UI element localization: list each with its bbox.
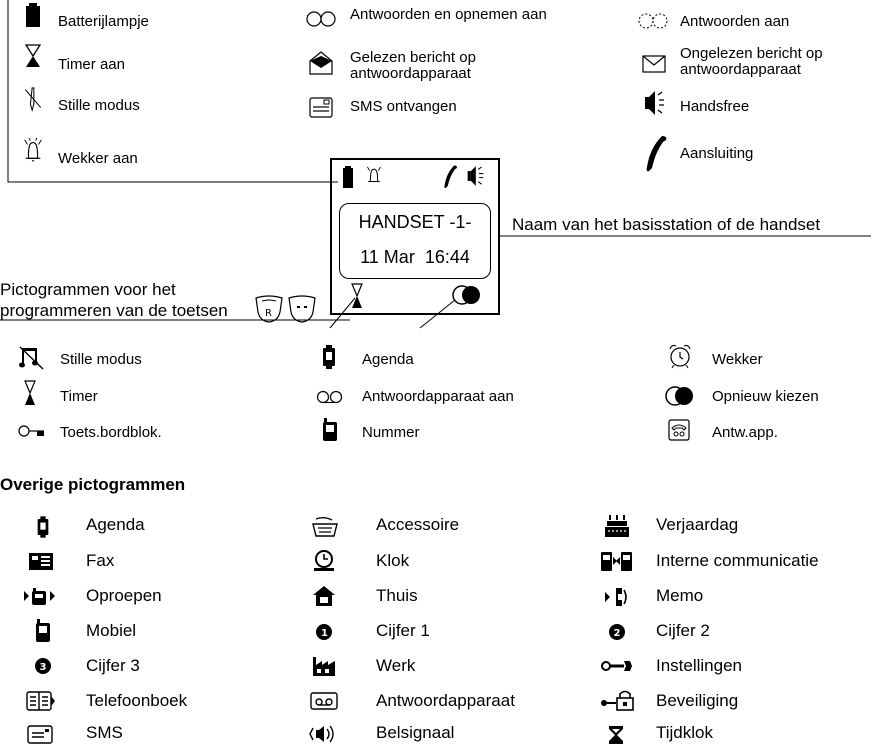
bell-alarm-icon — [22, 138, 44, 162]
accessory-icon — [310, 516, 340, 538]
battery-icon — [22, 3, 44, 27]
digit-3-icon — [33, 656, 53, 676]
legend-unread-message: Ongelezen bericht op antwoordapparaat — [680, 45, 823, 78]
other-col3-item: Tijdklok — [656, 723, 713, 742]
svg-text:R: R — [265, 308, 272, 319]
read-message-icon — [308, 50, 334, 76]
answering-app-icon — [668, 419, 690, 441]
legend-handsfree: Handsfree — [680, 98, 750, 115]
key-r-icon — [254, 294, 284, 324]
legend-sms-received: SMS ontvangen — [350, 98, 457, 115]
other-col1-item: Telefoonboek — [86, 691, 188, 710]
other-col3-item: Interne communicatie — [656, 551, 819, 570]
settings-tools-icon — [600, 657, 634, 675]
legend-answer-record: Antwoorden en opnemen aan — [350, 6, 547, 23]
other-col3-item: Beveiliging — [656, 691, 739, 710]
display-date: 11 Mar — [360, 247, 415, 267]
display-time: 16:44 — [424, 247, 470, 267]
security-lock-icon — [600, 689, 634, 711]
calls-icon — [22, 586, 62, 606]
fax-icon — [28, 551, 54, 571]
mid-alarm: Wekker — [712, 351, 763, 368]
work-factory-icon — [311, 655, 337, 677]
callout-prog-line1: Pictogrammen voor het — [0, 280, 176, 299]
callout-base-name: Naam van het basisstation of de handset — [512, 215, 821, 234]
legend-silent-mode: Stille modus — [58, 97, 140, 114]
answering-on-icon — [316, 390, 346, 404]
hourglass-icon — [22, 44, 44, 68]
memo-icon — [604, 586, 630, 608]
callout-prog-line2: programmeren van de toetsen — [0, 301, 228, 320]
other-col2-item: Cijfer 1 — [376, 621, 430, 640]
silent-mode-icon — [22, 87, 44, 111]
other-col2-item: Antwoordapparaat — [376, 691, 515, 710]
display-phone-icon — [444, 164, 458, 190]
mid-answering-app: Antw.app. — [712, 424, 778, 441]
legend-battery: Batterijlampje — [58, 13, 149, 30]
display-timer-icon — [351, 283, 363, 309]
other-col2-item: Klok — [376, 551, 410, 570]
intercom-icon — [600, 550, 634, 572]
key-dash-icon — [287, 294, 317, 324]
display-battery-icon — [342, 166, 354, 188]
other-col3-item: Verjaardag — [656, 515, 739, 534]
silent-note-icon — [18, 345, 44, 371]
answer-record-icon — [306, 10, 336, 28]
legend-timer-on: Timer aan — [58, 56, 125, 73]
mid-keylock: Toets.bordblok. — [60, 424, 162, 441]
display-redial-icon — [452, 285, 482, 305]
handsfree-icon — [643, 89, 665, 117]
mid-number: Nummer — [362, 424, 420, 441]
handset-display — [330, 158, 500, 315]
other-col1-item: Oproepen — [86, 586, 162, 605]
display-handsfree-icon — [466, 164, 484, 188]
legend-connection: Aansluiting — [680, 145, 754, 162]
other-col1-item: SMS — [86, 723, 123, 742]
other-col2-item: Belsignaal — [376, 723, 455, 742]
legend-alarm-on: Wekker aan — [58, 150, 138, 167]
mobile-icon — [35, 619, 51, 643]
other-col3-item: Cijfer 2 — [656, 621, 710, 640]
display-alarm-icon — [366, 164, 382, 186]
hourglass-timer-icon — [607, 725, 625, 745]
display-text-area — [339, 203, 491, 279]
mid-agenda: Agenda — [362, 351, 414, 368]
timer-icon — [22, 380, 38, 406]
svg-text:3: 3 — [39, 662, 47, 673]
redial-icon — [664, 386, 696, 406]
alarm-clock-icon — [668, 343, 692, 369]
phonebook-icon — [26, 691, 56, 711]
mid-redial: Opnieuw kiezen — [712, 388, 819, 405]
agenda-icon-small — [35, 515, 51, 539]
other-col2-item: Thuis — [376, 586, 418, 605]
other-col2-item: Accessoire — [376, 515, 460, 534]
other-col1-item: Cijfer 3 — [86, 656, 140, 675]
svg-text:1: 1 — [321, 628, 328, 639]
digit-1-icon — [314, 622, 334, 642]
display-line1: HANDSET -1- — [358, 212, 472, 232]
key-lock-icon — [18, 423, 46, 439]
home-icon — [312, 585, 336, 607]
display-date-time — [340, 247, 490, 268]
mid-silent-mode: Stille modus — [60, 351, 142, 368]
mid-timer: Timer — [60, 388, 98, 405]
other-col3-item: Memo — [656, 586, 704, 605]
other-col1-item: Fax — [86, 551, 115, 570]
answer-on-icon — [638, 12, 668, 30]
answering-machine-icon — [310, 691, 338, 711]
unread-message-icon — [642, 54, 666, 74]
sms-icon — [27, 725, 53, 745]
other-col1-item: Mobiel — [86, 621, 137, 640]
sms-envelope-icon — [309, 96, 333, 118]
clock-icon — [312, 550, 336, 572]
svg-text:2: 2 — [613, 628, 621, 639]
section-title-other-icons: Overige pictogrammen — [0, 475, 186, 494]
birthday-cake-icon — [604, 514, 630, 538]
legend-answer-on: Antwoorden aan — [680, 13, 790, 30]
other-col2-item: Werk — [376, 656, 416, 675]
other-col1-item: Agenda — [86, 515, 145, 534]
mid-answering-on: Antwoordapparaat aan — [362, 388, 514, 405]
digit-2-icon — [607, 622, 627, 642]
legend-read-message: Gelezen bericht op antwoordapparaat — [350, 49, 476, 82]
agenda-icon — [320, 345, 338, 369]
other-col3-item: Instellingen — [656, 656, 743, 675]
mobile-number-icon — [322, 418, 338, 442]
phone-handset-icon — [646, 134, 668, 174]
ringtone-icon — [308, 724, 340, 744]
